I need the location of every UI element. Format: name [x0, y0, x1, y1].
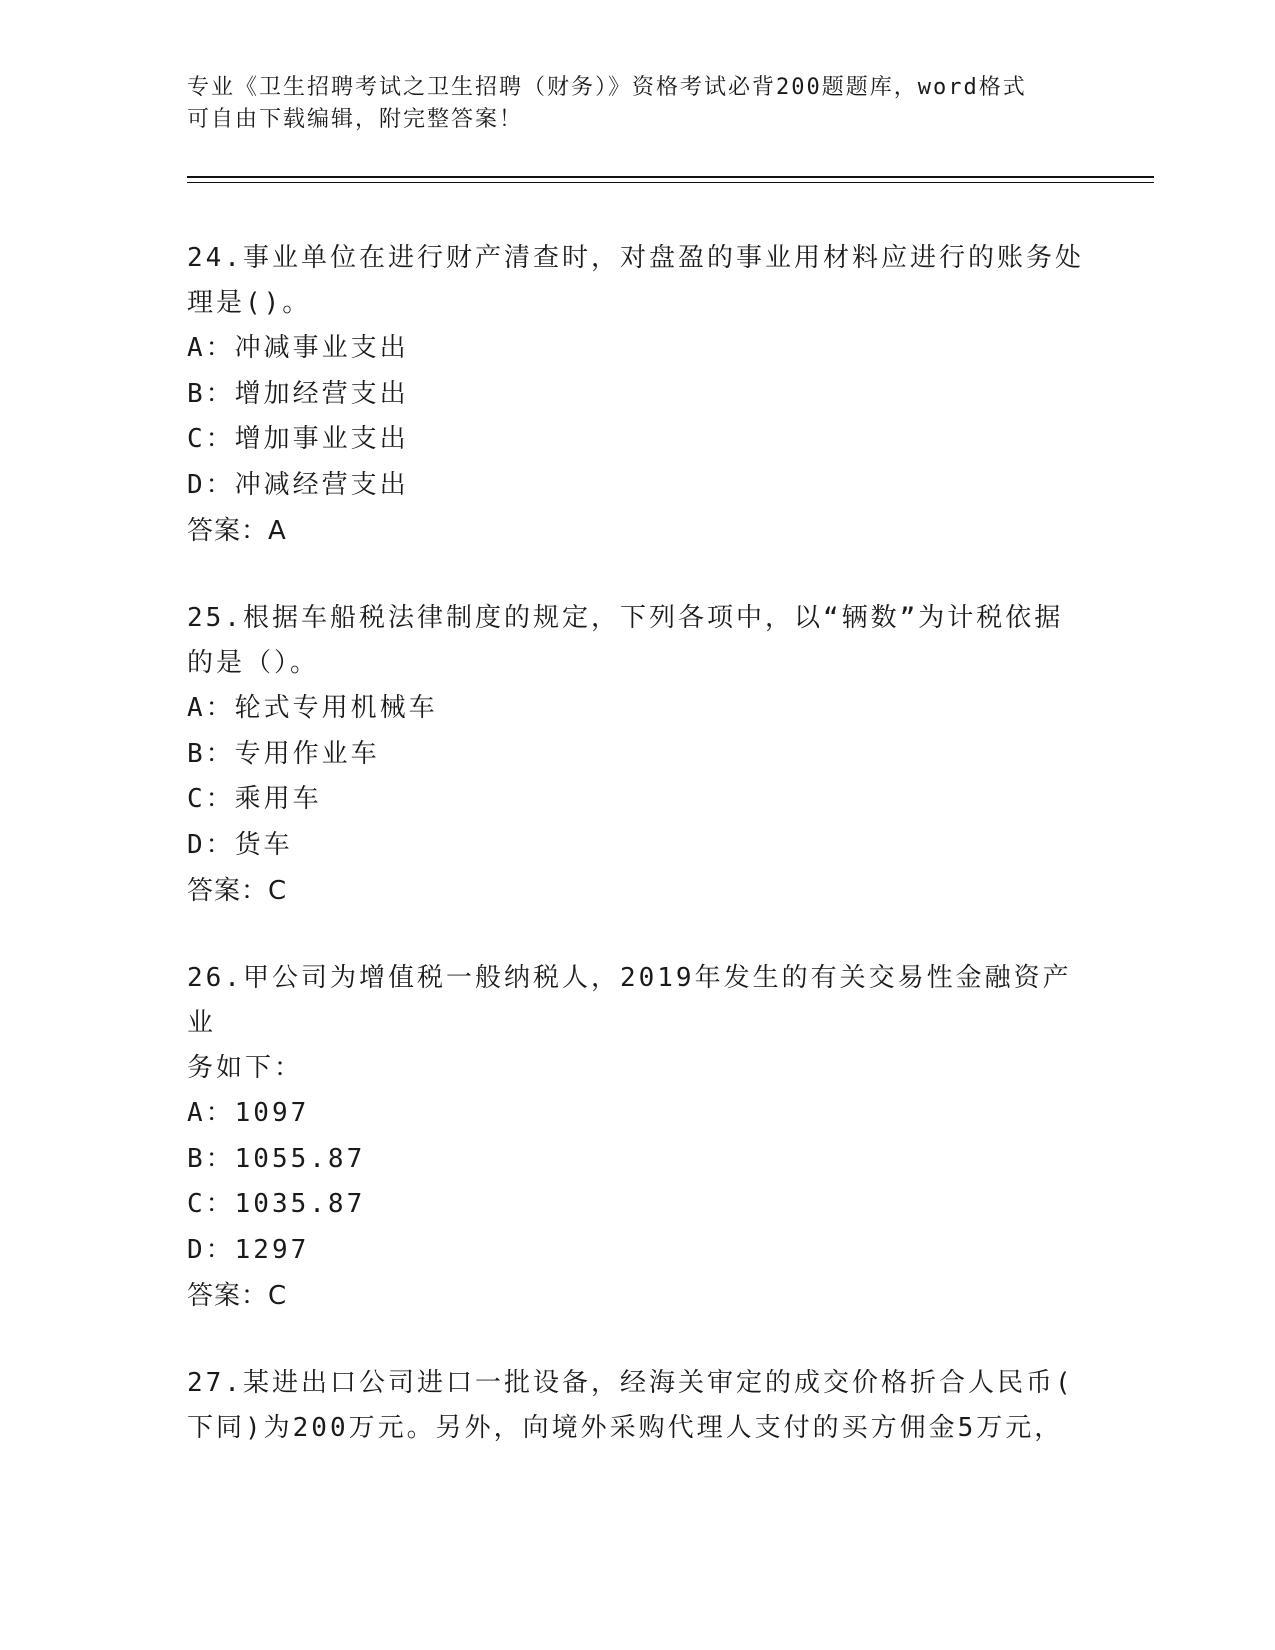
option-b — [187, 732, 1087, 778]
question-list — [187, 236, 1087, 1493]
option-key: D： — [187, 469, 235, 500]
option-key: B： — [187, 1143, 235, 1174]
option-a — [187, 1091, 1087, 1137]
question-text-line-2: 的是（）。 — [187, 648, 320, 678]
question-24 — [187, 236, 1087, 554]
option-a — [187, 686, 1087, 732]
question-text-line-2: 理是()。 — [187, 288, 312, 318]
option-key: D： — [187, 829, 235, 860]
option-key: C： — [187, 1189, 235, 1219]
option-text: 1297 — [234, 1234, 310, 1265]
header-divider-thin — [187, 182, 1154, 183]
option-a — [187, 326, 1087, 372]
option-text: 增加事业支出 — [234, 424, 409, 454]
option-c — [187, 1182, 1087, 1228]
answer: 答案：C — [187, 1281, 288, 1311]
option-key: A： — [187, 333, 235, 363]
option-text: 冲减事业支出 — [234, 333, 409, 363]
answer: 答案：A — [187, 516, 287, 546]
question-27 — [187, 1361, 1087, 1451]
option-d — [187, 823, 1087, 869]
option-c — [187, 777, 1087, 823]
question-text-line-1: 24.事业单位在进行财产清查时，对盘盈的事业用材料应进行的账务处 — [187, 243, 1084, 273]
question-text-line-1: 25.根据车船税法律制度的规定，下列各项中，以“辆数”为计税依据 — [187, 603, 1064, 633]
option-key: A： — [187, 693, 235, 723]
option-key: C： — [187, 784, 235, 814]
option-key: A： — [187, 1098, 235, 1128]
option-text: 1055.87 — [234, 1143, 366, 1174]
question-text-line-1: 27.某进出口公司进口一批设备，经海关审定的成交价格折合人民币( — [187, 1368, 1074, 1398]
option-b — [187, 1137, 1087, 1183]
option-text: 1097 — [234, 1098, 310, 1128]
option-b — [187, 372, 1087, 418]
option-key: B： — [187, 738, 235, 769]
header-line-2: 可自由下载编辑，附完整答案！ — [187, 107, 524, 132]
option-text: 冲减经营支出 — [234, 469, 409, 500]
option-d — [187, 463, 1087, 509]
option-text: 1035.87 — [234, 1189, 366, 1219]
option-key: D： — [187, 1234, 235, 1265]
question-text-line-1: 26.甲公司为增值税一般纳税人，2019年发生的有关交易性金融资产业 — [187, 963, 1072, 1038]
option-key: B： — [187, 378, 235, 409]
header-divider-thick — [187, 176, 1154, 178]
document-header — [187, 72, 1077, 136]
option-text: 专用作业车 — [234, 738, 380, 769]
question-25 — [187, 596, 1087, 914]
header-line-1: 专业《卫生招聘考试之卫生招聘（财务）》资格考试必背200题题库，word格式 — [187, 75, 1027, 100]
option-d — [187, 1228, 1087, 1274]
option-key: C： — [187, 424, 235, 454]
question-26 — [187, 956, 1087, 1319]
option-text: 轮式专用机械车 — [234, 693, 438, 723]
answer: 答案：C — [187, 876, 288, 906]
option-text: 增加经营支出 — [234, 378, 409, 409]
question-text-line-2: 务如下： — [187, 1053, 304, 1083]
option-text: 货车 — [234, 829, 293, 860]
option-c — [187, 417, 1087, 463]
option-text: 乘用车 — [234, 784, 322, 814]
question-text-line-2: 下同)为200万元。另外，向境外采购代理人支付的买方佣金5万元， — [187, 1413, 1064, 1443]
